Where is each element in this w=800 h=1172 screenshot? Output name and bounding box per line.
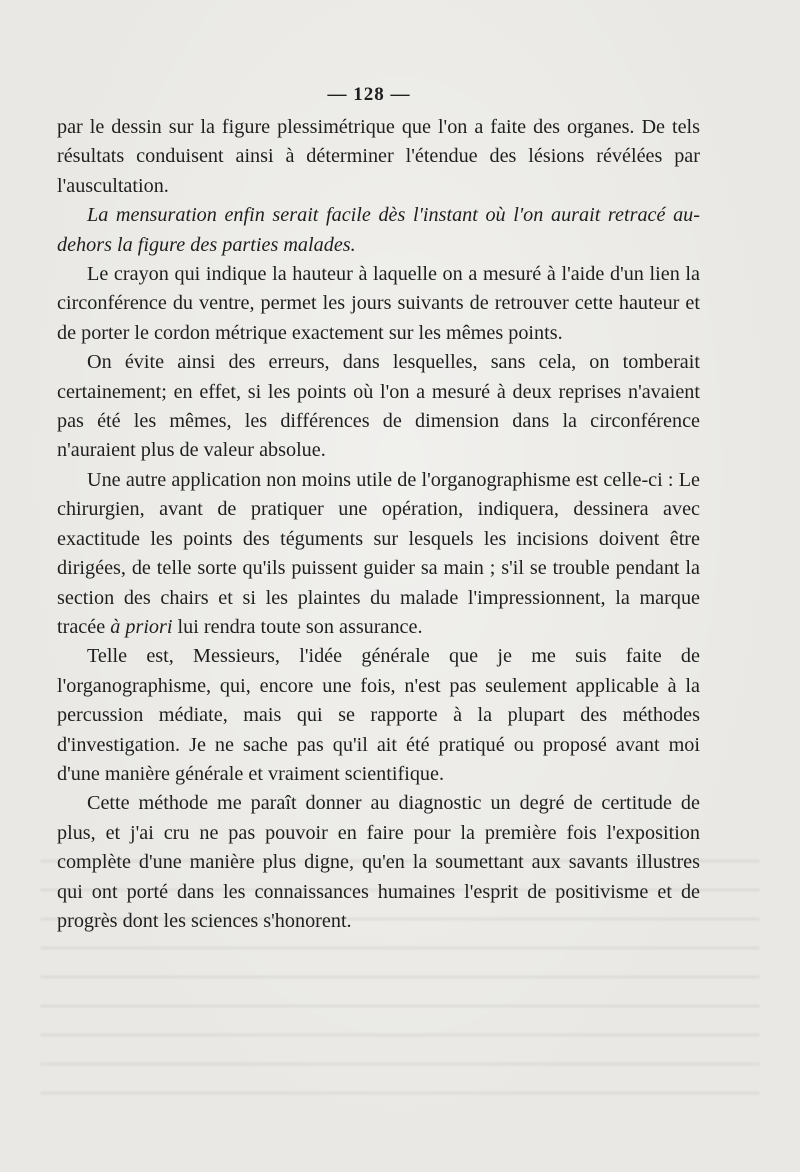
paragraph-6: Telle est, Messieurs, l'idée générale que je me suis faite de l'organographisme, qui, encore une fois, n'est pas seulement applicable à la percussion médiate, mais qui se rapporte à la plupart des méthodes d'investigation. Je ne sache pas qu'il ait été pratiqué ou proposé avant moi d'une manière générale et vraiment scientifique. — [57, 645, 700, 785]
paragraph-4: On évite ainsi des erreurs, dans lesquelles, sans cela, on tomberait certainement; en effet, si les points où l'on a mesuré à deux reprises n'avaient pas été les mêmes, les différences de dimension dans la circonférence n'auraient plus de valeur absolue. — [57, 351, 700, 462]
paragraph-7: Cette méthode me paraît donner au diagnostic un degré de certitude de plus, et j'ai cru ne pas pouvoir en faire pour la première fois l'exposition complète d'une manière plus digne, qu'en la soumettant aux savants illustres qui ont porté dans les connaissances humaines l'esprit de positivisme et de progrès dont les sciences s'honorent. — [57, 792, 700, 932]
paragraph-1: par le dessin sur la figure plessimétrique que l'on a faite des organes. De tels résultats conduisent ainsi à déterminer l'étendue des lésions révélées par l'auscultation. — [57, 116, 700, 197]
paragraph-5-italic: à priori — [110, 615, 173, 638]
paragraph-5-after: lui rendra toute son assurance. — [177, 615, 423, 638]
body-text — [57, 113, 700, 936]
paragraph-5-text: Une autre application non moins utile de l'organographisme est celle-ci : Le chirurgien, avant de pratiquer une opération, indiquera, dessinera avec exactitude les points des téguments sur lesquels les incisions doivent être dirigées, de telle sorte qu'ils puissent guider sa main ; s'il se trouble pendant la section des chairs et si les plaintes du malade l'impressionnent, la marque tracée — [57, 468, 700, 638]
paragraph-2: La mensuration enfin serait facile dès l'instant où l'on aurait retracé au-dehors la figure des parties malades. — [57, 204, 700, 256]
paragraph-5 — [57, 466, 700, 642]
paragraph-3: Le crayon qui indique la hauteur à laquelle on a mesuré à l'aide d'un lien la circonférence du ventre, permet les jours suivants de retrouver cette hauteur et de porter le cordon métrique exactement sur les mêmes points. — [57, 263, 700, 344]
page-number: — 128 — — [327, 84, 411, 105]
